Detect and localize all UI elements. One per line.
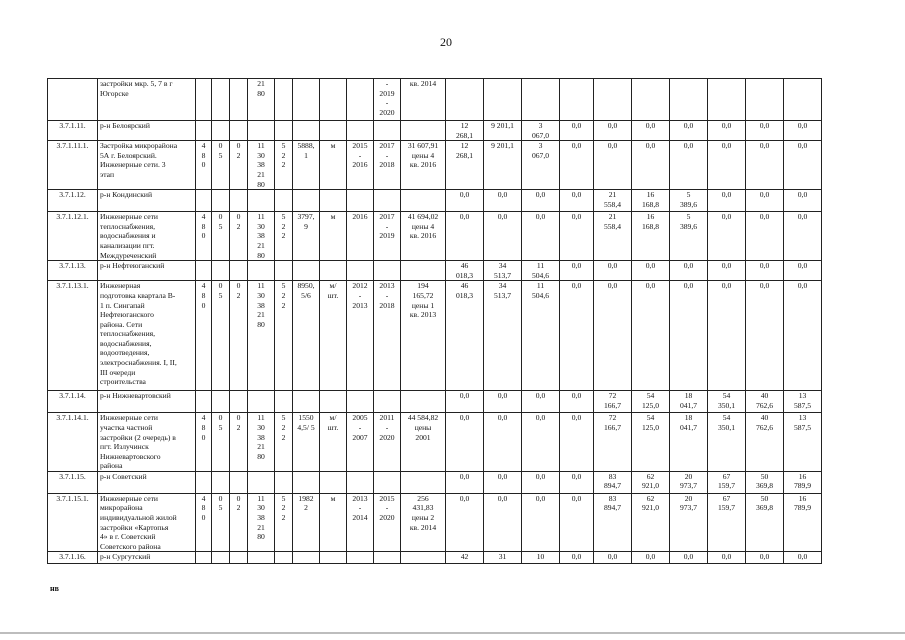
- table-cell-v3: 0,0: [522, 391, 560, 413]
- table-cell-v10: [784, 79, 822, 121]
- table-cell-v4: 0,0: [560, 413, 594, 472]
- page-number: 20: [440, 35, 452, 49]
- table-cell-v8: [708, 79, 746, 121]
- table-cell-v9: 0,0: [746, 261, 784, 281]
- table-cell-c4: [248, 190, 275, 212]
- table-cell-c9: 2017 - 2018: [374, 141, 401, 190]
- table-cell-c5: [275, 190, 293, 212]
- table-cell-v4: 0,0: [560, 261, 594, 281]
- table-cell-c2: [212, 391, 230, 413]
- table-cell-c2: [212, 121, 230, 141]
- table-cell-c8: [347, 471, 374, 493]
- table-cell-c3: [230, 391, 248, 413]
- table-cell-v3: 0,0: [522, 190, 560, 212]
- table-cell-v5: 72 166,7: [594, 413, 632, 472]
- table-cell-code: 3.7.1.15.: [48, 471, 98, 493]
- table-cell-c8: 2012 - 2013: [347, 281, 374, 391]
- table-cell-c2: 0 5: [212, 413, 230, 472]
- table-cell-v7: 18 041,7: [670, 391, 708, 413]
- table-cell-c9: [374, 471, 401, 493]
- table-cell-c10: [401, 190, 446, 212]
- table-cell-c8: 2013 - 2014: [347, 493, 374, 552]
- table-cell-c9: [374, 261, 401, 281]
- table-cell-c8: 2015 - 2016: [347, 141, 374, 190]
- table-cell-v6: [632, 79, 670, 121]
- table-row: [48, 413, 822, 472]
- table-cell-v8: 0,0: [708, 261, 746, 281]
- table-cell-c1: [196, 261, 212, 281]
- table-cell-v2: 0,0: [484, 391, 522, 413]
- table-cell-c1: [196, 391, 212, 413]
- table-cell-v7: [670, 79, 708, 121]
- table-cell-c5: 5 2 2: [275, 493, 293, 552]
- table-cell-v6: 62 921,0: [632, 493, 670, 552]
- table-cell-c6: [293, 552, 320, 564]
- table-cell-v1: 0,0: [446, 413, 484, 472]
- table-cell-c5: 5 2 2: [275, 141, 293, 190]
- table-row: [48, 141, 822, 190]
- table-cell-name: р-н Сургутский: [98, 552, 196, 564]
- program-table: [47, 78, 822, 564]
- table-cell-c8: [347, 121, 374, 141]
- table-cell-c9: 2013 - 2018: [374, 281, 401, 391]
- table-cell-code: 3.7.1.11.: [48, 121, 98, 141]
- table-cell-c6: [293, 121, 320, 141]
- table-cell-c9: [374, 391, 401, 413]
- table-cell-v4: 0,0: [560, 190, 594, 212]
- table-cell-v3: 11 504,6: [522, 261, 560, 281]
- table-cell-v2: 0,0: [484, 471, 522, 493]
- table-cell-v9: 0,0: [746, 552, 784, 564]
- table-cell-v5: 0,0: [594, 141, 632, 190]
- table-cell-code: 3.7.1.13.: [48, 261, 98, 281]
- table-cell-c1: 4 8 0: [196, 281, 212, 391]
- table-cell-c4: 11 30 38 21 80: [248, 413, 275, 472]
- table-cell-c1: [196, 552, 212, 564]
- table-cell-c6: [293, 391, 320, 413]
- table-cell-v10: 13 587,5: [784, 413, 822, 472]
- table-cell-c6: [293, 190, 320, 212]
- table-row: [48, 212, 822, 261]
- table-cell-v2: 34 513,7: [484, 281, 522, 391]
- table-cell-c7: [320, 261, 347, 281]
- table-cell-c10: 194 165,72 цены 1 кв. 2013: [401, 281, 446, 391]
- table-cell-c4: [248, 121, 275, 141]
- table-cell-c9: 2015 - 2020: [374, 493, 401, 552]
- table-cell-c3: 0 2: [230, 141, 248, 190]
- table-cell-v8: 67 159,7: [708, 493, 746, 552]
- table-cell-v1: 12 268,1: [446, 121, 484, 141]
- table-cell-v5: [594, 79, 632, 121]
- table-cell-c4: [248, 552, 275, 564]
- table-cell-c4: [248, 471, 275, 493]
- table-cell-c4: 11 30 38 21 80: [248, 281, 275, 391]
- table-cell-v5: 0,0: [594, 552, 632, 564]
- table-cell-v1: 42: [446, 552, 484, 564]
- table-cell-c7: [320, 121, 347, 141]
- table-cell-v2: [484, 79, 522, 121]
- table-cell-v1: 46 018,3: [446, 281, 484, 391]
- table-cell-c1: 4 8 0: [196, 413, 212, 472]
- table-cell-c5: [275, 552, 293, 564]
- table-cell-c10: 44 584,82 цены 2001: [401, 413, 446, 472]
- table-cell-v7: 5 389,6: [670, 212, 708, 261]
- table-cell-c10: [401, 121, 446, 141]
- table-cell-v10: 0,0: [784, 190, 822, 212]
- table-cell-name: р-н Нижневартовский: [98, 391, 196, 413]
- table-cell-v10: 0,0: [784, 121, 822, 141]
- table-cell-v5: 72 166,7: [594, 391, 632, 413]
- table-cell-c8: 2016: [347, 212, 374, 261]
- table-cell-v10: 0,0: [784, 281, 822, 391]
- table-cell-c10: 41 694,02 цены 4 кв. 2016: [401, 212, 446, 261]
- table-cell-c5: [275, 391, 293, 413]
- table-cell-c9: 2011 - 2020: [374, 413, 401, 472]
- table-row: [48, 493, 822, 552]
- table-cell-c8: [347, 79, 374, 121]
- table-cell-v7: 0,0: [670, 552, 708, 564]
- table-row: [48, 552, 822, 564]
- table-cell-c7: м: [320, 212, 347, 261]
- table-cell-v3: 11 504,6: [522, 281, 560, 391]
- table-cell-v2: 0,0: [484, 190, 522, 212]
- table-cell-v5: 0,0: [594, 261, 632, 281]
- table-cell-c6: 3797, 9: [293, 212, 320, 261]
- table-cell-v9: 0,0: [746, 190, 784, 212]
- table-cell-c5: 5 2 2: [275, 413, 293, 472]
- table-cell-c7: м/ шт.: [320, 413, 347, 472]
- table-cell-c9: [374, 190, 401, 212]
- table-cell-v4: 0,0: [560, 281, 594, 391]
- table-cell-c7: м: [320, 493, 347, 552]
- table-cell-c8: 2005 - 2007: [347, 413, 374, 472]
- table-cell-v1: 12 268,1: [446, 141, 484, 190]
- table-cell-v10: 0,0: [784, 552, 822, 564]
- table-cell-v10: 0,0: [784, 141, 822, 190]
- table-row: [48, 471, 822, 493]
- table-cell-name: Инженерная подготовка квартала В- 1 п. Сингапай Нефтеюганского района. Сети теплоснабжения, водоснабжения, водоотведения, электроснабжения. I, II, III очереди строительства: [98, 281, 196, 391]
- table-cell-c2: [212, 471, 230, 493]
- table-cell-c2: 0 5: [212, 141, 230, 190]
- table-cell-c4: 21 80: [248, 79, 275, 121]
- table-cell-c9: [374, 552, 401, 564]
- table-cell-c8: [347, 391, 374, 413]
- table-row: [48, 391, 822, 413]
- table-cell-v9: 0,0: [746, 212, 784, 261]
- table-cell-v8: 0,0: [708, 552, 746, 564]
- table-cell-v6: 16 168,8: [632, 190, 670, 212]
- table-cell-c3: 0 2: [230, 413, 248, 472]
- table-cell-v4: 0,0: [560, 212, 594, 261]
- table-cell-v7: 5 389,6: [670, 190, 708, 212]
- table-cell-c7: [320, 471, 347, 493]
- table-cell-v2: 0,0: [484, 212, 522, 261]
- table-cell-c7: м/ шт.: [320, 281, 347, 391]
- table-cell-name: р-н Советский: [98, 471, 196, 493]
- table-cell-v2: 34 513,7: [484, 261, 522, 281]
- table-cell-c5: [275, 121, 293, 141]
- table-cell-v9: 0,0: [746, 121, 784, 141]
- table-cell-v6: 62 921,0: [632, 471, 670, 493]
- table-cell-c1: 4 8 0: [196, 212, 212, 261]
- table-cell-c5: 5 2 2: [275, 212, 293, 261]
- table-cell-v6: 0,0: [632, 552, 670, 564]
- table-cell-v5: 0,0: [594, 121, 632, 141]
- table-row: [48, 261, 822, 281]
- table-cell-v4: 0,0: [560, 552, 594, 564]
- table-cell-c2: [212, 552, 230, 564]
- table-cell-c7: [320, 391, 347, 413]
- table-cell-v7: 18 041,7: [670, 413, 708, 472]
- table-cell-c9: 2017 - 2019: [374, 212, 401, 261]
- table-cell-c4: 11 30 38 21 80: [248, 141, 275, 190]
- table-cell-name: Инженерные сети микрорайона индивидуальной жилой застройки «Картопья 4» в г. Советский Советского района: [98, 493, 196, 552]
- table-cell-c4: 11 30 38 21 80: [248, 212, 275, 261]
- table-cell-c2: 0 5: [212, 281, 230, 391]
- table-cell-v2: 9 201,1: [484, 141, 522, 190]
- table-cell-code: 3.7.1.15.1.: [48, 493, 98, 552]
- table-cell-c3: 0 2: [230, 281, 248, 391]
- table-cell-v6: 0,0: [632, 141, 670, 190]
- table-cell-c6: [293, 471, 320, 493]
- table-cell-v1: 0,0: [446, 391, 484, 413]
- table-cell-c1: 4 8 0: [196, 493, 212, 552]
- table-cell-c6: 1982 2: [293, 493, 320, 552]
- table-cell-v4: 0,0: [560, 141, 594, 190]
- table-cell-v4: [560, 79, 594, 121]
- table-cell-v9: 50 369,8: [746, 493, 784, 552]
- table-cell-v10: 16 789,9: [784, 471, 822, 493]
- table-cell-c7: [320, 190, 347, 212]
- table-cell-v8: 54 350,1: [708, 413, 746, 472]
- table-cell-v10: 16 789,9: [784, 493, 822, 552]
- table-cell-v5: 21 558,4: [594, 190, 632, 212]
- table-cell-c10: [401, 471, 446, 493]
- table-cell-v8: 0,0: [708, 281, 746, 391]
- table-cell-v3: [522, 79, 560, 121]
- table-cell-v5: 0,0: [594, 281, 632, 391]
- table-cell-v8: 54 350,1: [708, 391, 746, 413]
- table-cell-v7: 0,0: [670, 141, 708, 190]
- table-cell-v3: 0,0: [522, 471, 560, 493]
- table-cell-v9: [746, 79, 784, 121]
- table-cell-v6: 0,0: [632, 121, 670, 141]
- table-cell-v1: 0,0: [446, 471, 484, 493]
- table-cell-v6: 0,0: [632, 261, 670, 281]
- table-cell-v2: 0,0: [484, 493, 522, 552]
- table-cell-v9: 40 762,6: [746, 391, 784, 413]
- table-cell-c4: [248, 261, 275, 281]
- table-cell-v1: [446, 79, 484, 121]
- table-cell-name: р-н Нефтеюганский: [98, 261, 196, 281]
- table-cell-v2: 0,0: [484, 413, 522, 472]
- table-cell-c5: [275, 471, 293, 493]
- table-cell-c1: [196, 79, 212, 121]
- table-cell-c3: [230, 121, 248, 141]
- table-cell-code: 3.7.1.14.1.: [48, 413, 98, 472]
- table-cell-c5: 5 2 2: [275, 281, 293, 391]
- table-cell-v7: 20 973,7: [670, 493, 708, 552]
- table-cell-v6: 16 168,8: [632, 212, 670, 261]
- table-cell-name: Застройка микрорайона 5А г. Белоярский. Инженерные сети. 3 этап: [98, 141, 196, 190]
- table-cell-c4: [248, 391, 275, 413]
- table-cell-c8: [347, 261, 374, 281]
- table-cell-c5: [275, 261, 293, 281]
- table-cell-c10: 256 431,83 цены 2 кв. 2014: [401, 493, 446, 552]
- table-cell-c3: 0 2: [230, 493, 248, 552]
- table-cell-name: р-н Белоярский: [98, 121, 196, 141]
- table-cell-v8: 67 159,7: [708, 471, 746, 493]
- table-cell-v10: 13 587,5: [784, 391, 822, 413]
- table-row: [48, 281, 822, 391]
- table-cell-v7: 0,0: [670, 261, 708, 281]
- table-cell-c1: [196, 190, 212, 212]
- table-cell-c1: [196, 471, 212, 493]
- table-cell-c2: [212, 190, 230, 212]
- table-cell-c10: [401, 552, 446, 564]
- table-cell-name: застройки мкр. 5, 7 в г Югорске: [98, 79, 196, 121]
- table-cell-c4: 11 30 38 21 80: [248, 493, 275, 552]
- table-cell-c6: [293, 79, 320, 121]
- table-cell-v3: 10: [522, 552, 560, 564]
- table-cell-c9: - 2019 - 2020: [374, 79, 401, 121]
- table-row: [48, 190, 822, 212]
- table-cell-v4: 0,0: [560, 391, 594, 413]
- table-cell-c10: кв. 2014: [401, 79, 446, 121]
- footer-mark: нв: [50, 584, 59, 593]
- table-cell-c1: 4 8 0: [196, 141, 212, 190]
- table-cell-v8: 0,0: [708, 212, 746, 261]
- table-cell-c10: 31 607,91 цены 4 кв. 2016: [401, 141, 446, 190]
- table-cell-v3: 3 067,0: [522, 141, 560, 190]
- table-cell-v7: 20 973,7: [670, 471, 708, 493]
- table-cell-c3: [230, 552, 248, 564]
- table-cell-c6: 1550 4,5/ 5: [293, 413, 320, 472]
- table-cell-code: [48, 79, 98, 121]
- table-cell-v7: 0,0: [670, 281, 708, 391]
- table-cell-v1: 46 018,3: [446, 261, 484, 281]
- table-cell-v4: 0,0: [560, 471, 594, 493]
- table-cell-c3: [230, 471, 248, 493]
- table-cell-v1: 0,0: [446, 212, 484, 261]
- table-cell-v3: 0,0: [522, 493, 560, 552]
- table-cell-v5: 83 894,7: [594, 493, 632, 552]
- table-cell-c3: [230, 79, 248, 121]
- table-cell-v4: 0,0: [560, 493, 594, 552]
- table-cell-name: Инженерные сети теплоснабжения, водоснабжения и канализации пгт. Междуреченский: [98, 212, 196, 261]
- table-cell-v3: 3 067,0: [522, 121, 560, 141]
- table-cell-c7: [320, 552, 347, 564]
- table-cell-c7: [320, 79, 347, 121]
- table-cell-code: 3.7.1.12.: [48, 190, 98, 212]
- table-cell-c2: 0 5: [212, 493, 230, 552]
- table-cell-c2: [212, 79, 230, 121]
- table-cell-v6: 54 125,0: [632, 391, 670, 413]
- table-cell-c8: [347, 552, 374, 564]
- table-row: [48, 79, 822, 121]
- table-cell-v9: 40 762,6: [746, 413, 784, 472]
- table-row: [48, 121, 822, 141]
- table-cell-c6: 8950, 5/6: [293, 281, 320, 391]
- table-cell-v7: 0,0: [670, 121, 708, 141]
- table-cell-v8: 0,0: [708, 121, 746, 141]
- table-cell-v9: 50 369,8: [746, 471, 784, 493]
- table-cell-c10: [401, 391, 446, 413]
- scan-edge-divider: [0, 632, 905, 634]
- table-cell-c10: [401, 261, 446, 281]
- table-cell-v3: 0,0: [522, 413, 560, 472]
- table-cell-c8: [347, 190, 374, 212]
- table-cell-c9: [374, 121, 401, 141]
- table-cell-c1: [196, 121, 212, 141]
- table-cell-v8: 0,0: [708, 190, 746, 212]
- table-cell-code: 3.7.1.11.1.: [48, 141, 98, 190]
- table-cell-v6: 54 125,0: [632, 413, 670, 472]
- table-cell-v4: 0,0: [560, 121, 594, 141]
- table-cell-code: 3.7.1.14.: [48, 391, 98, 413]
- table-cell-v10: 0,0: [784, 212, 822, 261]
- table-cell-code: 3.7.1.13.1.: [48, 281, 98, 391]
- table-cell-v2: 31: [484, 552, 522, 564]
- table-cell-v5: 21 558,4: [594, 212, 632, 261]
- table-cell-code: 3.7.1.12.1.: [48, 212, 98, 261]
- table-cell-c7: м: [320, 141, 347, 190]
- table-cell-c3: [230, 261, 248, 281]
- table-cell-code: 3.7.1.16.: [48, 552, 98, 564]
- table-cell-c6: 5888, 1: [293, 141, 320, 190]
- table-cell-c6: [293, 261, 320, 281]
- table-cell-c2: [212, 261, 230, 281]
- table-cell-v8: 0,0: [708, 141, 746, 190]
- table-cell-name: р-н Кондинский: [98, 190, 196, 212]
- table-cell-v6: 0,0: [632, 281, 670, 391]
- table-cell-c3: [230, 190, 248, 212]
- table-cell-v3: 0,0: [522, 212, 560, 261]
- table-cell-c5: [275, 79, 293, 121]
- table-cell-name: Инженерные сети участка частной застройки (2 очередь) в пгт. Излучинск Нижневартовского района: [98, 413, 196, 472]
- table-cell-v9: 0,0: [746, 281, 784, 391]
- table-cell-c2: 0 5: [212, 212, 230, 261]
- table-cell-v1: 0,0: [446, 493, 484, 552]
- table-cell-c3: 0 2: [230, 212, 248, 261]
- table-cell-v10: 0,0: [784, 261, 822, 281]
- table-cell-v9: 0,0: [746, 141, 784, 190]
- table-cell-v1: 0,0: [446, 190, 484, 212]
- table-cell-v2: 9 201,1: [484, 121, 522, 141]
- table-cell-v5: 83 894,7: [594, 471, 632, 493]
